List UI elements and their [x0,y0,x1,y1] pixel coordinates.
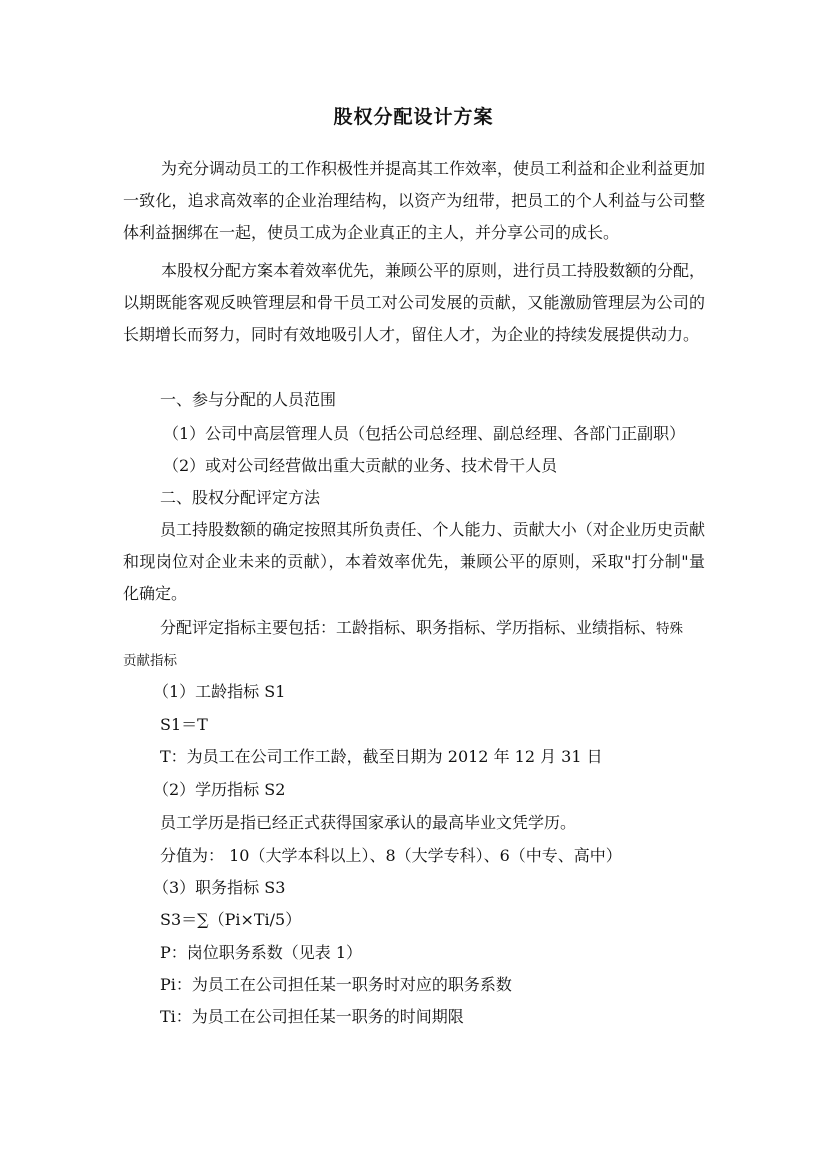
intro-paragraph-2: 本股权分配方案本着效率优先，兼顾公平的原则，进行员工持股数额的分配，以期既能客观反映管理层和骨干员工对公司发展的贡献，又能激励管理层为公司的长期增长而努力，同时有效地吸引人才，留住人才，为企业的持续发展提供动力。 [123,261,706,344]
s1-formula: S1＝T [160,715,208,734]
intro-paragraph-1: 为充分调动员工的工作积极性并提高其工作效率，使员工利益和企业利益更加一致化，追求高效率的企业治理结构，以资产为纽带，把员工的个人利益与公司整体利益捆绑在一起，使员工成为企业真正的主人，并分享公司的成长。 [123,159,706,242]
s3-p-definition: P：岗位职务系数（见表 1） [160,943,363,962]
section-2-paragraph: 员工持股数额的确定按照其所负责任、个人能力、贡献大小（对企业历史贡献和现岗位对企业未来的贡献），本着效率优先，兼顾公平的原则，采取"打分制"量化确定。 [123,520,705,603]
section-1-item-2: （2）或对公司经营做出重大贡献的业务、技术骨干人员 [163,456,558,475]
s2-definition: 员工学历是指已经正式获得国家承认的最高毕业文凭学历。 [160,813,577,832]
indicators-tail-text: 特殊 [656,621,684,637]
s3-heading: （3）职务指标 S3 [153,878,286,897]
section-2-heading: 二、股权分配评定方法 [160,488,321,507]
s3-pi-definition: Pi：为员工在公司担任某一职务时对应的职务系数 [160,975,512,994]
s2-heading: （2）学历指标 S2 [153,780,286,799]
indicators-line [160,612,683,645]
s1-heading: （1）工龄指标 S1 [153,682,286,701]
indicators-continuation: 贡献指标 [123,653,177,669]
s3-formula: S3＝∑（Pi×Ti/5） [160,910,302,929]
s2-values: 分值为： 10（大学本科以上）、8（大学专科）、6（中专、高中） [160,846,622,865]
indicators-main-text: 分配评定指标主要包括：工龄指标、职务指标、学历指标、业绩指标、 [160,618,657,637]
section-1-heading: 一、参与分配的人员范围 [160,390,337,409]
document-title: 股权分配设计方案 [333,106,494,128]
s3-ti-definition: Ti：为员工在公司担任某一职务的时间期限 [160,1007,464,1026]
s1-definition: T：为员工在公司工作工龄，截至日期为 2012 年 12 月 31 日 [160,747,603,766]
section-1-item-1: （1）公司中高层管理人员（包括公司总经理、副总经理、各部门正副职） [163,424,686,443]
